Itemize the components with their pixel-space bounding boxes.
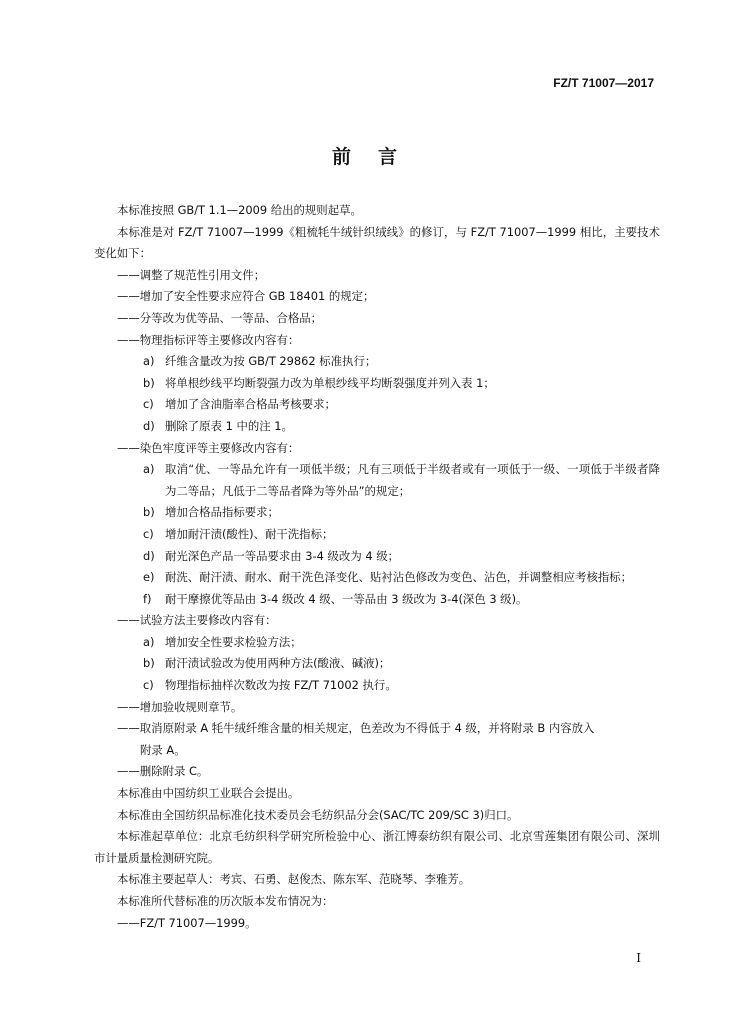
sub-item-text: 增加安全性要求检验方法； [165,634,302,649]
sub-item [94,351,660,373]
paragraph: 本标准由全国纺织品标准化技术委员会毛纺织品分会(SAC/TC 209/SC 3)归口。 [117,807,519,822]
sub-item-text: 耐洗、耐汗渍、耐水、耐干洗色泽变化、贴衬沾色修改为变色、沾色，并调整相应考核指标； [165,570,633,585]
change-item: ——删除附录 C。 [117,764,209,779]
sub-item [94,546,660,568]
change-item: ——物理指标评等主要修改内容有： [117,332,300,347]
sub-item-text: 删除了原表 1 中的注 1。 [165,418,293,433]
sub-item [94,567,660,589]
sub-item [94,416,660,438]
change-item: ——分等改为优等品、一等品、合格品； [117,310,323,325]
change-item: ——调整了规范性引用文件； [117,267,266,282]
sub-item-label: a) [143,354,155,369]
sub-item-text: 耐光深色产品一等品要求由 3-4 级改为 4 级； [165,548,399,563]
paragraph: 本标准起草单位：北京毛纺织科学研究所检验中心、浙江博泰纺织有限公司、北京雪莲集团有限公司、深圳市计量质量检测研究院。 [94,829,660,865]
sub-item [94,459,660,502]
sub-item-label: c) [143,397,154,412]
sub-item [94,675,660,697]
page-number: I [636,951,641,965]
sub-item [94,373,660,395]
sub-item [94,502,660,524]
change-item: ——染色牢度评等主要修改内容有： [117,440,300,455]
paragraph: 本标准所代替标准的历次版本发布情况为： [117,894,334,908]
page-title: 前言 [331,146,424,168]
sub-item-label: c) [143,678,154,693]
change-item: ——取消原附录 A 牦牛绒纤维含量的相关规定，色差改为不得低于 4 级，并将附录 B 内容放入 [117,721,595,736]
sub-item [94,524,660,546]
sub-item-label: d) [143,548,155,563]
change-item: ——试验方法主要修改内容有： [117,613,277,628]
preface-body [94,200,660,934]
sub-item-label: a) [143,634,155,649]
paragraph: 本标准主要起草人：考宾、石勇、赵俊杰、陈东军、范晓琴、李雅芳。 [117,872,471,887]
sub-item-text: 耐干摩擦优等品由 3-4 级改 4 级、一等品由 3 级改为 3-4(深色 3 级)。 [165,591,528,606]
sub-item-text: 物理指标抽样次数改为按 FZ/T 71002 执行。 [165,678,397,693]
sub-item-label: d) [143,418,155,433]
change-item: ——FZ/T 71007—1999。 [117,915,257,930]
sub-item [94,632,660,654]
change-item: ——增加了安全性要求应符合 GB 18401 的规定； [117,289,375,304]
sub-item [94,589,660,611]
sub-item-text: 将单根纱线平均断裂强力改为单根纱线平均断裂强度并列入表 1； [165,375,495,390]
sub-item-text: 纤维含量改为按 GB/T 29862 标准执行； [165,354,377,369]
sub-item-label: b) [143,375,155,390]
standard-code: FZ/T 71007—2017 [553,76,654,90]
sub-item-text: 增加合格品指标要求； [165,505,279,520]
sub-item-label: c) [143,526,154,541]
paragraph: 本标准由中国纺织工业联合会提出。 [117,786,300,801]
sub-item [94,653,660,675]
sub-item-label: b) [143,505,155,520]
sub-item [94,394,660,416]
sub-item-text: 耐汗渍试验改为使用两种方法(酸液、碱液)； [165,656,391,671]
change-item-continuation: 附录 A。 [140,742,186,757]
change-item: ——增加验收规则章节。 [117,699,243,714]
sub-item-label: b) [143,656,155,671]
sub-item-label: a) [143,462,155,477]
paragraph: 本标准按照 GB/T 1.1—2009 给出的规则起草。 [117,203,362,217]
paragraph: 本标准是对 FZ/T 71007—1999《粗梳牦牛绒针织绒线》的修订，与 FZ/T 71007—1999 相比，主要技术变化如下： [94,224,660,261]
sub-item-text: 取消“优、一等品允许有一项低半级；凡有三项低于半级者或有一项低于一级、一项低于半级者降为二等品；凡低于二等品者降为等外品”的规定； [165,462,660,498]
sub-item-label: f) [143,591,152,606]
sub-item-label: e) [143,570,155,585]
sub-item-text: 增加耐汗渍(酸性)、耐干洗指标； [165,526,334,541]
sub-item-text: 增加了含油脂率合格品考核要求； [165,397,336,412]
